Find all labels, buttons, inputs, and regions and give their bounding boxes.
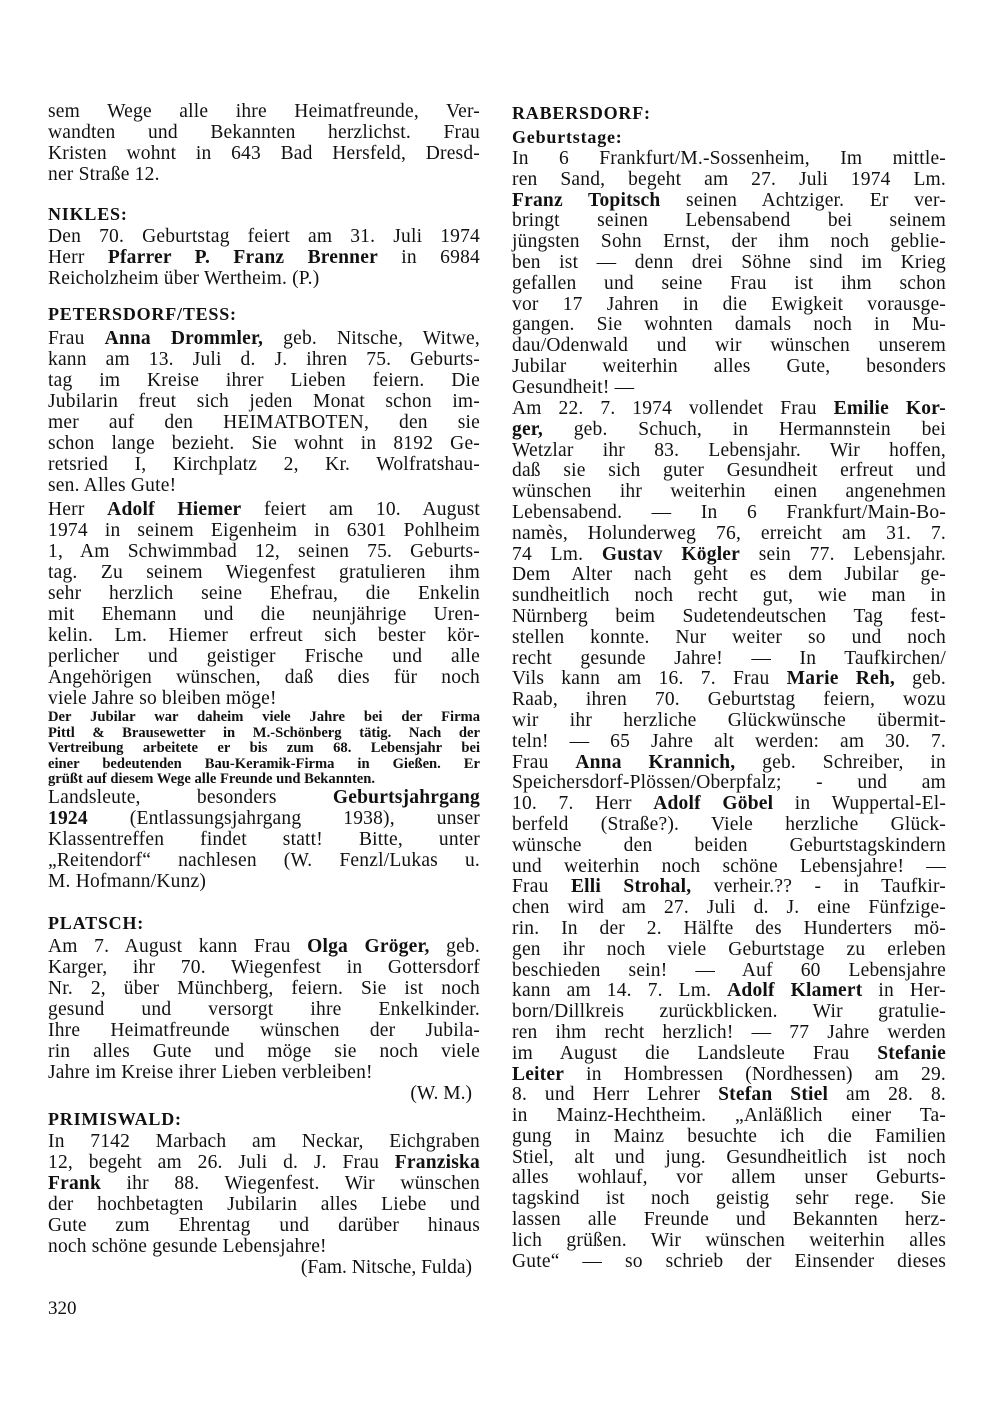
section-heading: NIKLES: bbox=[48, 204, 128, 224]
text-line: lich grüßen. Wir wünschen weiterhin alles bbox=[512, 1229, 946, 1251]
bold-name: Adolf Hiemer bbox=[107, 499, 242, 520]
text-line: Klassentreffen findet statt! Bitte, unter bbox=[48, 829, 480, 850]
text-line: Frau Anna Krannich, geb. Schreiber, in bbox=[512, 751, 946, 773]
small-print-paragraph bbox=[48, 710, 480, 788]
text-line: gung in Mainz besuchte ich die Familien bbox=[512, 1125, 946, 1147]
text-line: vor 17 Jahren in die Ewigkeit vorausge- bbox=[512, 293, 946, 315]
text-line: Gute zum Ehrentag und darüber hinaus bbox=[48, 1215, 480, 1236]
text-line: Jahre im Kreise ihrer Lieben verbleiben! bbox=[48, 1062, 373, 1083]
bold-name: Marie Reh, bbox=[786, 668, 895, 690]
text-line: einer bedeutenden Bau-Keramik-Firma in Gießen. Er bbox=[48, 755, 480, 772]
paragraph bbox=[48, 936, 480, 1104]
text-line: Jubilar weiterhin alles Gute, besonders bbox=[512, 355, 946, 377]
text-line: ren Sand, begeht am 27. Juli 1974 Lm. bbox=[512, 168, 946, 190]
signature: (Fam. Nitsche, Fulda) bbox=[300, 1257, 472, 1278]
text-line: Pittl & Brausewetter in M.-Schönberg tätig. Nach der bbox=[48, 724, 480, 741]
bold-name: Leiter bbox=[512, 1063, 565, 1085]
text-line: im August die Landsleute Frau Stefanie bbox=[512, 1042, 946, 1064]
text-line: In 7142 Marbach am Neckar, Eichgraben bbox=[48, 1131, 480, 1152]
text-line: beschieden sein! — Auf 60 Lebensjahre bbox=[512, 959, 946, 981]
text-line: kelin. Lm. Hiemer erfreut sich bester kör- bbox=[48, 625, 480, 646]
text-line: recht gesunde Jahre! — In Taufkirchen/ bbox=[512, 647, 946, 669]
text-line: grüßt auf diesem Wege alle Freunde und Bekannten. bbox=[48, 771, 376, 788]
bold-name: Anna Drommler, bbox=[104, 328, 264, 349]
page-number: 320 bbox=[48, 1298, 77, 1319]
text-line: rin. In der 2. Hälfte des Hunderters mö- bbox=[512, 917, 946, 939]
signature: (W. M.) bbox=[410, 1083, 472, 1104]
bold-name: 1924 bbox=[48, 808, 88, 829]
text-line: viele Jahre so bleiben möge! bbox=[48, 688, 277, 709]
text-line: gangen. Sie wohnten damals noch in Mu- bbox=[512, 314, 946, 336]
text-line: berfeld (Straße?). Viele herzliche Glück- bbox=[512, 813, 946, 835]
text-line: M. Hofmann/Kunz) bbox=[48, 871, 207, 892]
text-line: Vils kann am 16. 7. Frau Marie Reh, geb. bbox=[512, 668, 947, 690]
bold-name: Stefan Stiel bbox=[718, 1084, 829, 1106]
text-line: sen. Alles Gute! bbox=[48, 475, 177, 496]
text-line: ger, geb. Schuch, in Hermannstein bei bbox=[512, 418, 946, 440]
text-line: Ihre Heimatfreunde wünschen der Jubila- bbox=[48, 1020, 480, 1041]
text-line: Nürnberg beim Sudetendeutschen Tag fest- bbox=[512, 605, 946, 627]
section-heading: Geburtstage: bbox=[512, 127, 623, 147]
text-line: sundheitlich noch recht gut, wie man in bbox=[512, 585, 946, 607]
text-line: Herr Adolf Hiemer feiert am 10. August bbox=[48, 499, 480, 520]
text-line: ben ist — denn drei Söhne sind im Krieg bbox=[512, 251, 946, 273]
text-line: Stiel, alt und jung. Gesundheitlich ist noch bbox=[512, 1146, 946, 1168]
bold-name: Pfarrer P. Franz Brenner bbox=[107, 247, 378, 268]
text-line: Reicholzheim über Wertheim. (P.) bbox=[48, 268, 320, 289]
text-line: alles wohlauf, vor allem unser Geburts- bbox=[512, 1167, 946, 1189]
text-line: kann am 14. 7. Lm. Adolf Klamert in Her- bbox=[512, 980, 946, 1002]
text-line: 8. und Herr Lehrer Stefan Stiel am 28. 8. bbox=[512, 1084, 946, 1106]
text-line: sehr herzlich seine Ehefrau, die Enkelin bbox=[48, 583, 480, 604]
bold-name: Stefanie bbox=[877, 1042, 946, 1064]
bold-name: Franz Topitsch bbox=[512, 189, 661, 211]
text-line: stellen konnte. Nur weiter so und noch bbox=[512, 626, 946, 648]
text-line: mit Ehemann und die neunjährige Uren- bbox=[48, 604, 480, 625]
text-line: noch schöne gesunde Lebensjahre! bbox=[48, 1236, 327, 1257]
section-heading: PLATSCH: bbox=[48, 913, 145, 933]
text-line: Gute“ — so schrieb der Einsender dieses bbox=[512, 1250, 946, 1272]
text-line: perlicher und geistiger Frische und alle bbox=[48, 646, 480, 667]
text-line: gen ihr noch viele Geburtstage zu erleben bbox=[512, 938, 946, 960]
bold-name: ger, bbox=[512, 418, 543, 440]
text-line: tag im Kreise ihrer Lieben feiern. Die bbox=[48, 370, 480, 391]
text-line: mer auf den HEIMATBOTEN, den sie bbox=[48, 412, 480, 433]
text-line: wir ihr herzliche Glückwünsche übermit- bbox=[512, 709, 946, 731]
text-line: Dem Alter nach geht es dem Jubilar ge- bbox=[512, 564, 946, 586]
text-line: 1924 (Entlassungsjahrgang 1938), unser bbox=[48, 808, 480, 829]
paragraph bbox=[48, 328, 480, 496]
bold-name: Olga Gröger, bbox=[307, 936, 430, 957]
text-line: Frau Elli Strohal, verheir.?? - in Taufkir- bbox=[512, 876, 946, 898]
text-line: sem Wege alle ihre Heimatfreunde, Ver- bbox=[48, 101, 480, 122]
text-line: Leiter in Hombressen (Nordhessen) am 29. bbox=[512, 1063, 946, 1085]
text-line: kann am 13. Juli d. J. ihren 75. Geburts- bbox=[48, 349, 480, 370]
text-line: 74 Lm. Gustav Kögler sein 77. Lebensjahr. bbox=[512, 543, 947, 565]
text-line: gesund und versorgt ihre Enkelkinder. bbox=[48, 999, 480, 1020]
text-line: wünschen ihr weiterhin einen angenehmen bbox=[512, 481, 946, 503]
text-line: wandten und Bekannten herzlichst. Frau bbox=[48, 122, 480, 143]
text-line: ner Straße 12. bbox=[48, 164, 160, 185]
text-line: daß sie sich guter Gesundheit erfreut und bbox=[512, 460, 946, 482]
text-line: Karger, ihr 70. Wiegenfest in Gottersdorf bbox=[48, 957, 480, 978]
text-line: born/Dillkreis zurückblicken. Wir gratulie- bbox=[512, 1001, 946, 1023]
paragraph bbox=[512, 399, 946, 1272]
text-line: Jubilarin freut sich jeden Monat schon im- bbox=[48, 391, 480, 412]
text-line: Frau Anna Drommler, geb. Nitsche, Witwe, bbox=[48, 328, 480, 349]
text-line: schon lange bezieht. Sie wohnt in 8192 Ge- bbox=[48, 433, 480, 454]
bold-name: Gustav Kögler bbox=[601, 543, 741, 565]
bold-name: Elli Strohal, bbox=[570, 876, 692, 898]
paragraph bbox=[512, 149, 946, 399]
text-line: Der Jubilar war daheim viele Jahre bei der Firma bbox=[48, 709, 480, 725]
bold-name: Frank bbox=[48, 1173, 102, 1194]
text-line: Lebensabend. — In 6 Frankfurt/Main-Bo- bbox=[512, 501, 946, 523]
text-line: Angehörigen wünschen, daß dies für noch bbox=[48, 667, 480, 688]
paragraph bbox=[48, 499, 480, 709]
paragraph bbox=[48, 226, 480, 289]
text-line: 1, Am Schwimmbad 12, seinen 75. Geburts- bbox=[48, 541, 480, 562]
text-line: jüngsten Sohn Ernst, der ihm noch geblie- bbox=[512, 231, 946, 253]
text-line: In 6 Frankfurt/M.-Sossenheim, Im mittle- bbox=[512, 148, 946, 169]
text-line: 12, begeht am 26. Juli d. J. Frau Franziska bbox=[48, 1152, 480, 1173]
text-line: Gesundheit! — bbox=[512, 376, 635, 398]
text-line: lassen alle Freunde und Bekannten herz- bbox=[512, 1209, 946, 1231]
bold-name: Adolf Göbel bbox=[653, 793, 774, 815]
bold-name: Adolf Klamert bbox=[727, 980, 863, 1002]
section-heading: PETERSDORF/TESS: bbox=[48, 304, 237, 324]
paragraph bbox=[48, 787, 480, 892]
section-heading: RABERSDORF: bbox=[512, 103, 651, 123]
paragraph bbox=[48, 1131, 480, 1278]
text-line: chen wird am 27. Juli d. J. eine Fünfzige- bbox=[512, 897, 946, 919]
text-line: ren ihm recht herzlich! — 77 Jahre werden bbox=[512, 1021, 946, 1043]
text-line: Landsleute, besonders Geburtsjahrgang bbox=[48, 787, 480, 808]
text-line: tag. Zu seinem Wiegenfest gratulieren ihm bbox=[48, 562, 480, 583]
text-line: in Mainz-Hechtheim. „Anläßlich einer Ta- bbox=[512, 1105, 946, 1127]
text-line: bringt seinen Lebensabend bei seinem bbox=[512, 210, 946, 232]
text-line: Wetzlar ihr 83. Lebensjahr. Wir hoffen, bbox=[512, 439, 946, 461]
text-line: Nr. 2, über Münchberg, feiern. Sie ist noch bbox=[48, 978, 480, 999]
bold-name: Geburtsjahrgang bbox=[332, 787, 480, 808]
bold-name: Emilie Kor- bbox=[833, 398, 947, 419]
text-line: Am 22. 7. 1974 vollendet Frau Emilie Kor- bbox=[512, 398, 947, 419]
text-line: wünsche den beiden Geburtstagskindern bbox=[512, 834, 946, 856]
text-line: Herr Pfarrer P. Franz Brenner in 6984 bbox=[48, 247, 480, 268]
text-line: tagskind ist noch geistig sehr rege. Sie bbox=[512, 1188, 946, 1210]
text-line: namès, Holunderweg 76, erreicht am 31. 7. bbox=[512, 522, 946, 544]
text-line: „Reitendorf“ nachlesen (W. Fenzl/Lukas u. bbox=[48, 850, 480, 871]
paragraph bbox=[48, 101, 480, 185]
text-line: retsried I, Kirchplatz 2, Kr. Wolfratshau- bbox=[48, 454, 480, 475]
text-line: Speichersdorf-Plössen/Oberpfalz; - und am bbox=[512, 772, 946, 794]
text-line: der hochbetagten Jubilarin alles Liebe und bbox=[48, 1194, 480, 1215]
text-line: rin alles Gute und möge sie noch viele bbox=[48, 1041, 480, 1062]
text-line: Kristen wohnt in 643 Bad Hersfeld, Dresd- bbox=[48, 143, 480, 164]
text-line: dau/Odenwald und wir wünschen unserem bbox=[512, 335, 946, 357]
text-line: Den 70. Geburtstag feiert am 31. Juli 1974 bbox=[48, 226, 480, 247]
text-line: Frank ihr 88. Wiegenfest. Wir wünschen bbox=[48, 1173, 480, 1194]
section-heading: PRIMISWALD: bbox=[48, 1109, 182, 1129]
text-line: gefallen und seine Frau ist ihm schon bbox=[512, 272, 946, 294]
bold-name: Franziska bbox=[394, 1152, 480, 1173]
text-line: Raab, ihren 70. Geburtstag feiern, wozu bbox=[512, 689, 946, 711]
text-line: Am 7. August kann Frau Olga Gröger, geb. bbox=[48, 936, 480, 957]
text-line: Franz Topitsch seinen Achtziger. Er ver- bbox=[512, 189, 947, 211]
text-line: Vertreibung arbeitete er bis zum 68. Lebensjahr bei bbox=[48, 740, 480, 757]
bold-name: Anna Krannich, bbox=[575, 751, 736, 773]
text-line: 1974 in seinem Eigenheim in 6301 Pohlheim bbox=[48, 520, 480, 541]
text-line: teln! — 65 Jahre alt werden: am 30. 7. bbox=[512, 730, 946, 752]
text-line: 10. 7. Herr Adolf Göbel in Wuppertal-El- bbox=[512, 793, 947, 815]
text-line: und weiterhin noch schöne Lebensjahre! — bbox=[512, 855, 946, 877]
